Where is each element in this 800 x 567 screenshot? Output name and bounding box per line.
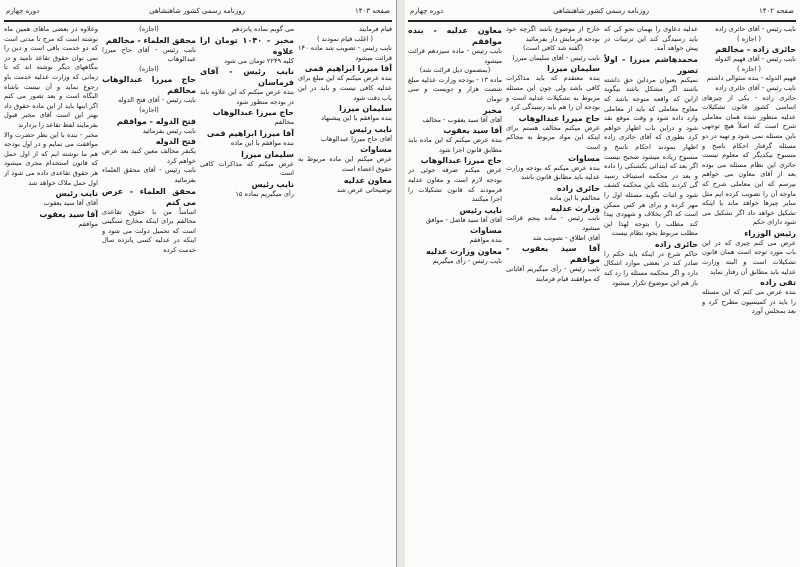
paragraph: نایب رئیس - رأی میگیریم [432,256,502,265]
paragraph: قیام فرمایند [359,25,392,33]
speaker-heading: نایب رئیس [459,205,502,215]
paragraph: نایب رئیس - ماده سیزدهم قرائت میشود [408,47,502,65]
speaker-heading: حائری زاده [654,239,698,249]
page-number: صفحه ۱۴۰۲ [758,7,794,15]
text-column [298,25,392,563]
speaker-heading: حاج میرزا عبدالوهاب [420,156,502,166]
speaker-heading: وزارت عدلیه [551,204,600,214]
paragraph: کلیه ۲۲۴۹ تومان می شود [224,56,294,65]
parenthetical-note: (بمضمون ذیل قرائت شد) [419,66,491,75]
speaker-heading: مساوات [360,145,392,155]
speaker-heading: حائری زاده [556,183,600,193]
columns [4,25,392,563]
text-column [200,25,294,563]
page-header [410,4,794,18]
speaker-heading: فتح الدوله [155,137,196,147]
speaker-heading: تقی زاده [760,278,796,288]
paragraph: خارج از موضوع باشد اگرچه خود بودجه فرمایش دار بفرمائید [506,25,600,43]
paragraph: نایب رئیس - آقای فتح الدوله [117,96,196,105]
speaker-heading: معاون وزارت عدلیه [425,246,502,256]
page-number: صفحه ۱۴۰۳ [354,7,390,15]
paragraph: بنده معتقدم که باید مذاکرات کافی باشد ولی چون این مسئله مربوط به تشکیلات عدلیه است و بودجه آن را هم باید رسیدگی کرد [506,74,600,112]
parenthetical-note: ( اغلب قیام نمودند ) [317,34,373,43]
paragraph: موافقم [78,219,98,228]
speaker-heading: آقا سید یعقوب - موافقم [506,244,600,265]
paragraph: مخالفم با این ماده [549,193,600,202]
paragraph: رأی میگیریم بماده ۱۵ [235,189,294,198]
paragraph: بنده عرض میکنم که این ماده باید مطابق قانون اجرا شود [408,136,502,154]
paragraph: نایب رئیس بفرمائید [142,126,196,135]
speaker-heading: آقا سید یعقوب [39,209,98,219]
text-column [4,25,98,563]
speaker-heading: آقا سید یعقوب [443,126,502,136]
paragraph: عدلیه دعاوی را بهمان نحو کی که باید رسیدگی کند این ترتیبات در پیش خواهد آمد. [604,25,698,53]
text-column [408,25,502,563]
speaker-heading: سلیمان میرزا [339,104,392,114]
newspaper-title: روزنامه رسمی کشور شاهنشاهی [149,7,245,15]
columns [408,25,796,563]
paragraph: نایب رئیس - آقای حاج میرزا عبدالوهاب [102,45,196,64]
speaker-heading: حاج میرزا عبدالوهاب [518,113,600,123]
paragraph: توضیحاتی عرض شد [336,185,392,194]
speaker-heading: آقا میرزا ابراهیم قمی [206,128,294,138]
paragraph: آقای آقا سید فاضل - موافق [425,215,502,224]
page-gutter [396,0,405,567]
parenthetical-note: ( اجازه ) [737,34,761,43]
header-rule [4,20,392,22]
paragraph: بنده عرض میکنم که این علاوه باید در بودجه منظور شود [200,88,294,106]
paragraph: نایب رئیس - آقای فهیم الدوله [714,55,796,64]
paragraph: آقای آقا سید یعقوب [43,199,98,208]
speaker-heading: نایب رئیس [349,124,392,134]
speaker-heading: معاون عدلیه - بنده موافقم [408,26,502,46]
parenthetical-note: (اجازه) [139,25,159,33]
paragraph: عرض میکنم مخالف هستم برای اینکه این مواد مربوط به محاکم است [506,123,600,151]
page-right [404,0,800,567]
paragraph: می گویم بماده پانزدهم [231,25,294,33]
paragraph: بنده موافقم با این ماده [230,138,294,147]
speaker-heading: مساوات [568,153,600,163]
paragraph: آقای آقا سید یعقوب - مخالف [422,115,502,124]
speaker-heading: حاج میرزا عبدالوهاب [212,108,294,118]
speaker-heading: محقق العلماء - عرض می کنم [102,186,196,207]
paragraph: مخبر - بنده با این نظر حضرت والا موافقت می نمایم و در اول بودجه هم ما نوشته ایم که از اول حمل که قانون استخدام مجری میشود هر حقوق تقاعدی داده می شود از اول حمل ملاک خواهد شد [4,130,98,187]
text-column [604,25,698,563]
newspaper-title: روزنامه رسمی کشور شاهنشاهی [553,7,649,15]
speaker-heading: مخبر - ۱۰۴۰ تومان ارا علاوه [200,35,294,56]
paragraph: بنده عرض میکنم که بودجه وزارت عدلیه باید مطابق قانون باشد [506,163,600,182]
text-column [702,25,796,563]
paragraph: نایب رئیس - رأی میگیریم آقایانی که موافقند قیام فرمایند [506,265,600,283]
session-label: دوره چهارم [410,7,444,15]
speaker-heading: محقق العلماء - مخالفم [105,35,196,45]
paragraph: نایب رئیس - ماده پنجم قرائت میشود [506,214,600,232]
paragraph: بنده موافقم با این پیشنهاد [321,114,392,123]
text-column [102,25,196,563]
page-left [0,0,396,567]
paragraph: یکنفر مخالف معین کنید بعد عرض خواهم کرد [102,147,196,165]
paragraph: نایب رئیس - تصویب شد ماده ۱۴۰ قرائت میشود [298,44,392,62]
parenthetical-note: (گفته شد کافی است) [522,44,584,53]
speaker-heading: رئیس الوزراء [744,228,796,238]
parenthetical-note: (اجازه) [139,64,159,73]
speaker-heading: معاون عدلیه [343,175,392,185]
paragraph: عرض میکنم این ماده مربوط به حقوق اعضاء است [298,155,392,173]
paragraph: نایب رئیس - آقای حائری زاده [715,25,796,33]
paragraph: عرض می کنم چیزی که در این باب مورد توجه است همان قانون تشکیلات است و البته وزارت عدلیه باید مطابق آن رفتار نماید [702,238,796,276]
session-label: دوره چهارم [6,7,40,15]
paragraph: نمیکنم بعنوان مرداین حق داشته باشند اگر مشکل باشد بیگوید ازاین که واقعه متوجه باشد که معاوح معاملی که باید از معاملی وارد داده شود و وقت موقع نقد شود و دراین باب اظهار خواهم کرد بطوری که آقای حائری زاده اظهار نمودند احکام ناسخ و منسوخ زیاده میشود صحیح نیست اگر بعد که ابتدائی بکشنکی را داده و بعد در محکمه استیناف رسید گی کردند بلکه باین محکمه کشف شود و اثبات بگوید مسئله اول را مهر کرده و برای هر کس ممکن است که اگر بخلاف و شهودی پیدا کند مطلب را بتوجه لهذا این مطلب مربوط بخود نظام نیست [604,75,698,238]
paragraph: مخالفم [274,118,294,127]
speaker-heading: آقا میرزا ابراهیم قمی [304,64,392,74]
paragraph: اساساً من با حقوق تقاعدی مخالفم برای اینکه مخارج سنگینی است که تحمیل دولت می شود و اینکه در عدلیه کسی پانزده سال خدمت کرده [102,207,196,254]
header-rule [408,20,796,22]
speaker-heading: حائری زاده - مخالفم [715,45,796,55]
paragraph: آقای اطلاق - تصویب شد [532,233,600,242]
speaker-heading: سلیمان میرزا [547,64,600,74]
speaker-heading: مخبر [483,105,502,115]
parenthetical-note: ( اجازه ) [737,64,761,73]
paragraph: بنده عرض می کنم که این مسئله را باید در کمیسیون مطرح کرد و بعد بمجلس آورد [702,288,796,316]
paragraph: نایب رئیس - آقای سلیمان میرزا [512,53,600,62]
text-column [506,25,600,563]
paragraph: حائری زاده - یکی از چیزهای اساسی کشور قانون تشکیلات عدلیه منظور شده همان معاملی شرح است که اصلاً هیچ توجهی باین مسئله نمی شود و تهیه در دو مسئله گرفتار احکام ناسخ و منسوخ بیکدیگر که معلوم نیست حائری این نظام مسئله می بوده بعد از آقای معاون می خواهم بپرسم که این معاملی شرح که ماوجه آن را تصویب کرده ایم مثل سایر چیزها خواهد ماند یا اینکه تشکیل خواهد داد اگر تشکیل می شود دارای حکم [702,93,796,227]
speaker-heading: محمدهاشم میرزا - اولاً تصور [604,54,698,75]
page-header [6,4,390,18]
paragraph: عرض میکنم که مذاکرات کافی است [200,159,294,178]
speaker-heading: نایب رئیس [55,189,98,199]
speaker-heading: فتح الدوله - موافقم [116,116,196,126]
speaker-heading: حاج میرزا عبدالوهاب مخالفم [102,75,196,96]
paragraph: فهیم الدوله - بنده سئوالی داشتم [706,74,796,83]
paragraph: عرض میکنم صرفه جوئی در بودجه لازم است و معاون عدلیه فرمودند که قانون تشکیلات را اجرا میکنند [408,166,502,204]
speaker-heading: سلیمان میرزا [241,149,294,159]
paragraph: نایب رئیس - آقای حائری زاده [715,83,796,92]
speaker-heading: مساوات [470,226,502,236]
parenthetical-note: (اجازه) [139,105,159,114]
paragraph: نایب رئیس - آقای محقق العلماء بفرمائید [102,166,196,184]
paragraph: ماده ۱۳ - بودجه وزارت عدلیه مبلغ شصت هزار و دویست و سی تومان [408,75,502,103]
speaker-heading: نایب رئیس - آقای فرماسان [200,67,294,88]
paragraph: حاکم شرع در اینکه باید حکم را صادر کند در بعضی موارد اشکال دارد و اگر محکمه مسئله را رد کند باز هم این موضوع تکرار میشود [604,249,698,287]
paragraph: آقای حاج میرزا عبدالوهاب [320,134,392,143]
paragraph: بنده موافقم [469,236,502,245]
paragraph: بنده عرض میکنم که این مبلغ برای عدلیه کافی نیست و باید در این باب دقت شود [298,74,392,102]
paragraph: وعلاوه در بعضی ماهای همین ماه نوشته است که مرج تا مدتی است که دو خدمت باقی است و دین را نمی توان حقوق تقاعد نامید و در بنگاههای دیگر نوشته اند که تا زمانی که وزارت عدلیه خدمت باو رجوع نماید و آن نیست باشاه البگاه است و بعد تصور می کنم اگر اینها باید از این ماده حقوق داد بهتر این است آقای مخبر قبول بفرمایند لفظ تقاعد را بردارند [4,25,98,129]
speaker-heading: نایب رئیس [251,179,294,189]
